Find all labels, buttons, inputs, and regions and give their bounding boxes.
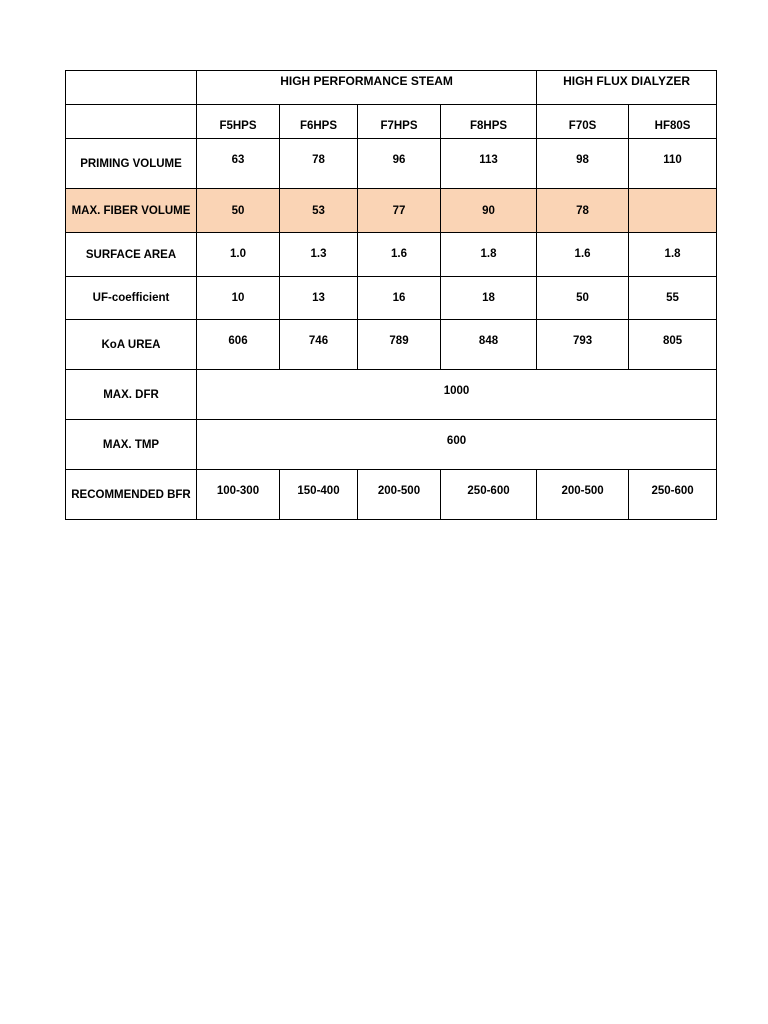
row-surface-area xyxy=(66,233,717,277)
value-cell: 606 xyxy=(197,320,280,370)
value-cell: 63 xyxy=(197,139,280,189)
value-cell: 50 xyxy=(537,277,629,320)
value-cell: 18 xyxy=(441,277,537,320)
value-cell: 250-600 xyxy=(441,470,537,520)
row-label-recommended-bfr: RECOMMENDED BFR xyxy=(66,470,197,520)
value-cell: 1.6 xyxy=(358,233,441,277)
corner-cell xyxy=(66,71,197,105)
row-koa-urea xyxy=(66,320,717,370)
row-label-uf-coefficient: UF-coefficient xyxy=(66,277,197,320)
value-cell: 55 xyxy=(629,277,717,320)
value-cell: 1.8 xyxy=(441,233,537,277)
value-cell: 77 xyxy=(358,189,441,233)
value-cell xyxy=(629,189,717,233)
value-cell: 793 xyxy=(537,320,629,370)
row-max-dfr xyxy=(66,370,717,420)
merged-value-max-dfr: 1000 xyxy=(197,370,717,420)
group-header-high-flux-dialyzer: HIGH FLUX DIALYZER xyxy=(537,71,717,105)
value-cell: 250-600 xyxy=(629,470,717,520)
value-cell: 98 xyxy=(537,139,629,189)
value-cell: 1.6 xyxy=(537,233,629,277)
model-header-f6hps: F6HPS xyxy=(280,105,358,139)
row-label-max-fiber-volume: MAX. FIBER VOLUME xyxy=(66,189,197,233)
row-label-koa-urea: KoA UREA xyxy=(66,320,197,370)
value-cell: 100-300 xyxy=(197,470,280,520)
value-cell: 848 xyxy=(441,320,537,370)
model-header-corner-cell xyxy=(66,105,197,139)
value-cell: 10 xyxy=(197,277,280,320)
value-cell: 110 xyxy=(629,139,717,189)
model-header-f5hps: F5HPS xyxy=(197,105,280,139)
value-cell: 746 xyxy=(280,320,358,370)
value-cell: 805 xyxy=(629,320,717,370)
value-cell: 150-400 xyxy=(280,470,358,520)
row-recommended-bfr xyxy=(66,470,717,520)
row-uf-coefficient xyxy=(66,277,717,320)
value-cell: 90 xyxy=(441,189,537,233)
row-label-surface-area: SURFACE AREA xyxy=(66,233,197,277)
value-cell: 1.8 xyxy=(629,233,717,277)
value-cell: 78 xyxy=(537,189,629,233)
value-cell: 1.0 xyxy=(197,233,280,277)
group-header-row xyxy=(66,71,717,105)
row-max-fiber-volume xyxy=(66,189,717,233)
value-cell: 53 xyxy=(280,189,358,233)
value-cell: 16 xyxy=(358,277,441,320)
dialyzer-spec-table xyxy=(65,70,717,520)
value-cell: 96 xyxy=(358,139,441,189)
value-cell: 50 xyxy=(197,189,280,233)
row-label-max-dfr: MAX. DFR xyxy=(66,370,197,420)
value-cell: 78 xyxy=(280,139,358,189)
value-cell: 1.3 xyxy=(280,233,358,277)
model-header-f8hps: F8HPS xyxy=(441,105,537,139)
value-cell: 200-500 xyxy=(358,470,441,520)
merged-value-max-tmp: 600 xyxy=(197,420,717,470)
model-header-f70s: F70S xyxy=(537,105,629,139)
model-header-hf80s: HF80S xyxy=(629,105,717,139)
value-cell: 13 xyxy=(280,277,358,320)
row-max-tmp xyxy=(66,420,717,470)
row-priming-volume xyxy=(66,139,717,189)
value-cell: 789 xyxy=(358,320,441,370)
model-header-row xyxy=(66,105,717,139)
group-header-high-performance-steam: HIGH PERFORMANCE STEAM xyxy=(197,71,537,105)
value-cell: 200-500 xyxy=(537,470,629,520)
row-label-max-tmp: MAX. TMP xyxy=(66,420,197,470)
value-cell: 113 xyxy=(441,139,537,189)
row-label-priming-volume: PRIMING VOLUME xyxy=(66,139,197,189)
model-header-f7hps: F7HPS xyxy=(358,105,441,139)
